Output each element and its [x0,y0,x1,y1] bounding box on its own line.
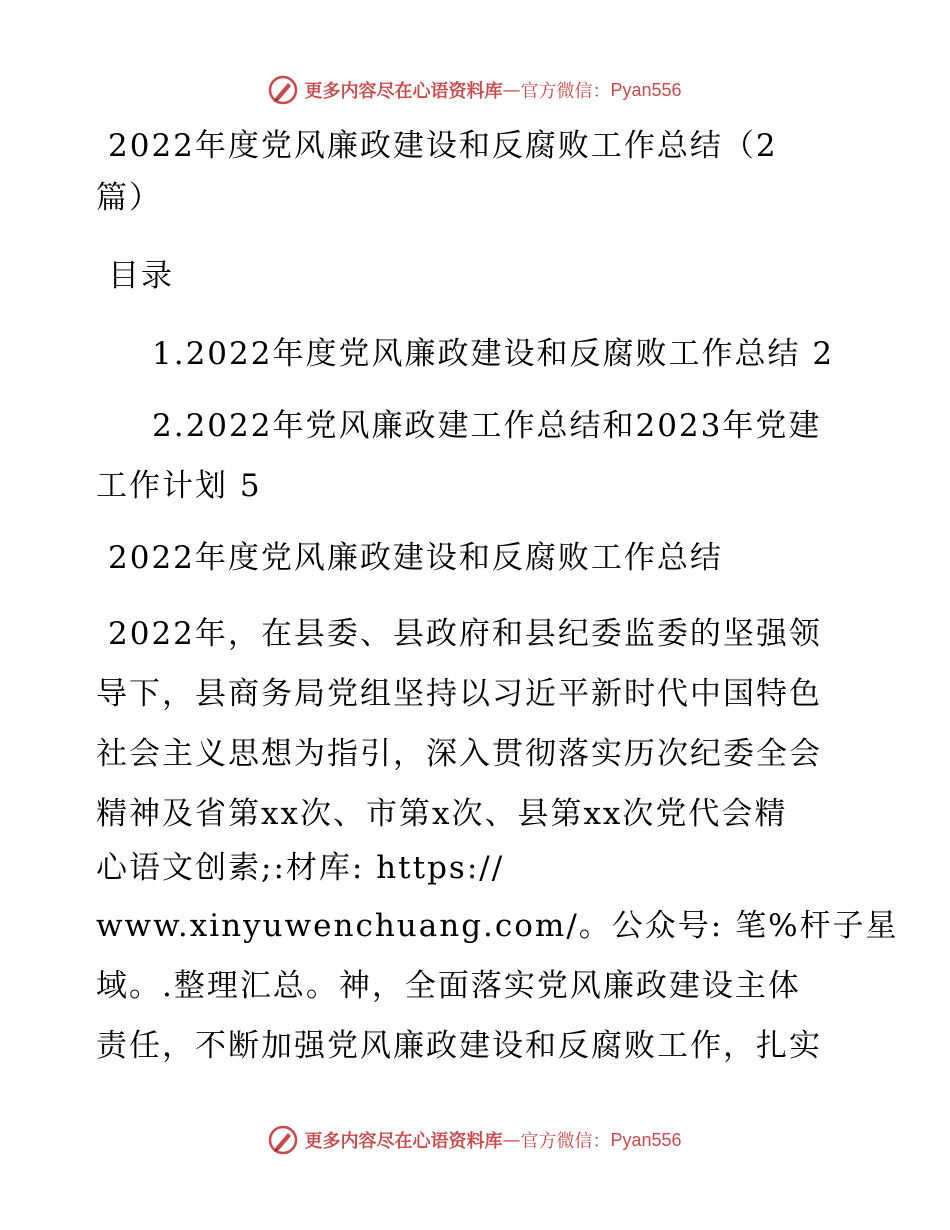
banner-separator: — [502,1129,521,1151]
paragraph-line: 导下，县商务局党组坚持以习近平新时代中国特色 [96,676,822,712]
paragraph-line: 社会主义思想为指引，深入贯彻落实历次纪委全会 [96,736,822,772]
header-watermark-banner [0,70,950,110]
document-title-line-2: 篇） [96,180,162,216]
footer-watermark-banner [0,1120,950,1160]
banner-brand: 更多内容尽在心语资料库 [304,1131,503,1152]
banner-wechat-label: 官方微信： [520,1131,611,1152]
banner-separator: — [502,79,521,101]
paragraph-line: 心语文创素;:材库: https:// [96,850,505,886]
banner-wechat-id: Pyan556 [610,1129,682,1150]
paragraph-line: 域。.整理汇总。神，全面落实党风廉政建设主体 [96,968,801,1004]
pen-logo-icon [268,75,298,105]
pen-logo-icon [268,1125,298,1155]
toc-item-1[interactable]: 1.2022年度党风廉政建设和反腐败工作总结 2 [152,336,835,372]
section-heading: 2022年度党风廉政建设和反腐败工作总结 [108,540,723,576]
paragraph-line: 2022年，在县委、县政府和县纪委监委的坚强领 [108,616,822,652]
toc-item-2-line-1[interactable]: 2.2022年党风廉政建工作总结和2023年党建 [152,408,822,444]
toc-item-2-line-2[interactable]: 工作计划 5 [96,468,262,504]
banner-wechat-id: Pyan556 [610,79,682,100]
banner-wechat-label: 官方微信： [520,81,611,102]
toc-heading: 目录 [108,258,174,294]
document-title-line-1: 2022年度党风廉政建设和反腐败工作总结（2 [108,128,778,164]
paragraph-line: www.xinyuwenchuang.com/。公众号: 笔%杆子星 [96,908,899,944]
banner-brand: 更多内容尽在心语资料库 [304,81,503,102]
paragraph-line: 精神及省第xx次、市第x次、县第xx次党代会精 [96,796,788,832]
paragraph-line: 责任，不断加强党风廉政建设和反腐败工作，扎实 [96,1028,822,1064]
